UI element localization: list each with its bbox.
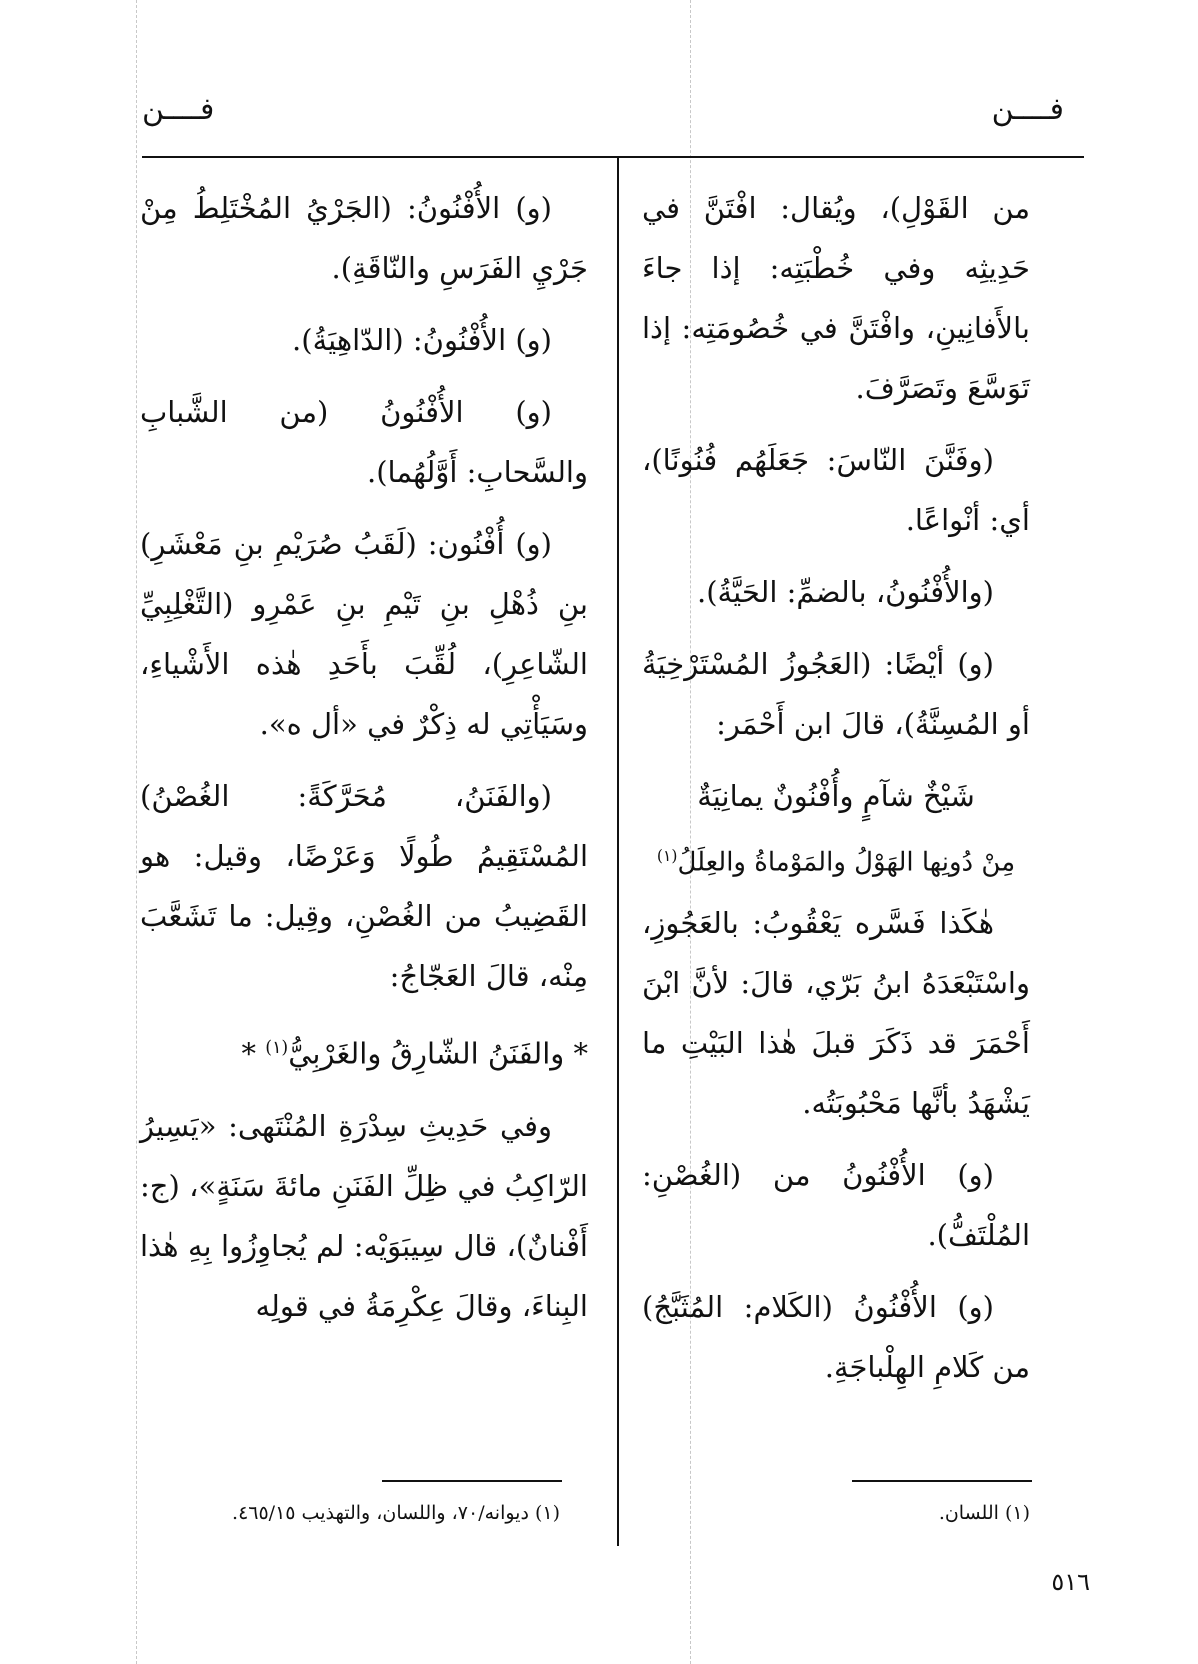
verse-hemistich-2 — [642, 826, 1030, 893]
footnote-right: (١) اللسان. — [938, 1502, 1030, 1524]
running-head-left: فــــن — [142, 92, 215, 127]
verse-text: * والفَنَنُ الشّارِقُ والغَرْبِيُّ — [288, 1036, 588, 1071]
entry-paragraph: (و) أُفْنُون: (لَقَبُ صُرَيْمِ بنِ مَعْشَرِ) بنِ ذُهْلِ بنِ تَيْمِ بنِ عَمْرِو (التَّغْلِبِيِّ الشّاعِرِ)، لُقِّبَ بأَحَدِ هٰذه الأَشْياءِ، وسَيَأْتِي له ذِكْرٌ في «أل ه». — [140, 527, 588, 741]
entry-paragraph: (و) أيْضًا: (العَجُوزُ المُسْتَرْخِيَةُ أو المُسِنَّةُ)، قالَ ابن أَحْمَر: — [642, 647, 1030, 741]
entry-paragraph: من القَوْلِ)، ويُقال: افْتَنَّ في حَدِيثِه وفي خُطْبَتِه: إذا جاءَ بالأَفانِينِ، وافْتَنَّ في خُصُومَتِه: إذا تَوَسَّعَ وتَصَرَّفَ. — [642, 191, 1030, 405]
footnote-rule-right — [852, 1480, 1032, 1482]
verse-quote — [642, 766, 1030, 893]
verse-end-mark: * — [241, 1036, 257, 1071]
right-column — [642, 178, 1030, 1409]
page-number: ٥١٦ — [1051, 1568, 1090, 1596]
header-rule — [142, 156, 1084, 158]
entry-paragraph: (و) الأُفْنُونُ: (الدّاهِيَةُ). — [292, 323, 552, 357]
verse-text: مِنْ دُونِها الهَوْلُ والمَوْماةُ والعِلَلُ — [677, 847, 1016, 878]
entry-paragraph: (و) الأُفْنُونُ (الكَلام: المُثَبَّجُ) من كَلامِ الهِلْباجَةِ. — [642, 1289, 1030, 1384]
entry-paragraph: (والأُفْنُونُ، بالضمِّ: الحَيَّةُ). — [696, 575, 994, 609]
entry-paragraph: هٰكَذا فَسَّره يَعْقُوبُ: بالعَجُوزِ، واسْتَبْعَدَهُ ابنُ بَرّي، قالَ: لأنَّ ابْنَ أَحْمَرَ قد ذَكَرَ قبلَ هٰذا البَيْتِ ما يَشْهَدُ بأنَّها مَحْبُوبَتُه. — [642, 905, 1030, 1120]
left-column — [140, 178, 588, 1348]
entry-paragraph: (و) الأُفْنُونُ (من الشَّبابِ والسَّحابِ: أَوَّلُهُما). — [140, 395, 588, 489]
footnote-rule-left — [382, 1480, 562, 1482]
entry-paragraph: (وفَنَّنَ النّاسَ: جَعَلَهُم فُنُونًا)، أي: أنْواعًا. — [642, 443, 1030, 537]
entry-paragraph: (و) الأُفْنُونُ من (الغُصْنِ: المُلْتَفُّ). — [642, 1157, 1030, 1252]
entry-paragraph: (والفَنَنُ، مُحَرَّكَةً: الغُصْنُ) المُسْتَقِيمُ طُولًا وَعَرْضًا، وقيل: هو القَضِيبُ من الغُصْنِ، وقِيل: ما تَشَعَّبَ مِنْه، قالَ العَجّاجُ: — [140, 779, 588, 993]
footnote-marker: (١) — [656, 847, 678, 865]
footnote-marker: (١) — [265, 1038, 289, 1058]
column-divider — [617, 156, 619, 1546]
entry-paragraph: وفي حَدِيثِ سِدْرَةِ المُنْتَهى: «يَسِيرُ الرّاكِبُ في ظِلِّ الفَنَنِ مائةَ سَنَةٍ»، (ج: أَفْنانٌ)، قال سِيبَوَيْه: لم يُجاوِزُوا بِهِ هٰذا البِناءَ، وقالَ عِكْرِمَةُ في قولِه — [140, 1108, 588, 1323]
footnote-left: (١) ديوانه/٧٠، واللسان، والتهذيب ٤٦٥/١٥. — [232, 1502, 560, 1524]
verse-hemistich-1: شَيْخٌ شآمٍ وأُفْنُونٌ يمانِيَةٌ — [697, 779, 975, 813]
entry-paragraph: (و) الأُفْنُونُ: (الجَرْيُ المُخْتَلِطُ مِنْ جَرْيِ الفَرَسِ والنّاقَةِ). — [140, 191, 588, 285]
rajaz-verse — [140, 1018, 588, 1084]
scan-guide-line — [136, 0, 137, 1664]
running-head-right: فــــن — [991, 92, 1064, 127]
